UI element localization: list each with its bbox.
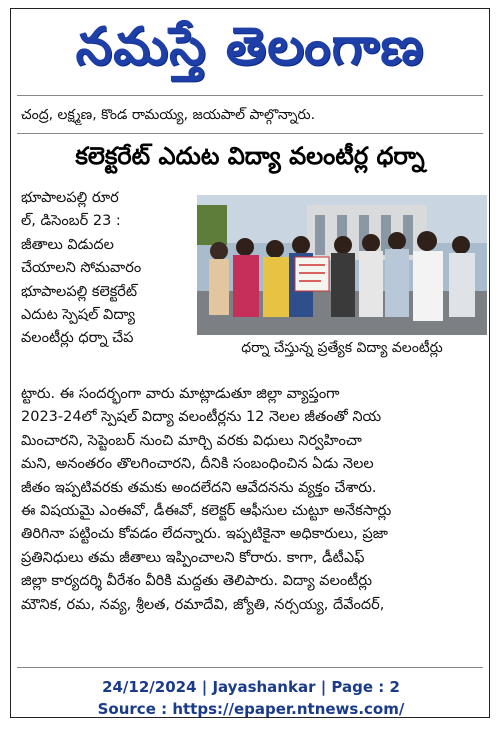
lead-line: చేయాలని సోమవారం: [21, 260, 142, 277]
body-line: మని, అనంతరం తొలగించారని, దీనికి సంబంధించిన ఏడు నెలల: [21, 456, 374, 473]
body-line: ఈ విషయమై ఎంఈవో, డీఈవో, కలెక్టర్ ఆఫీసుల చుట్టూ అనేకసార్లు: [21, 503, 392, 520]
body-line: జీతం ఇప్పటివరకు తమకు అందలేదని ఆవేదనను వ్యక్తం చేశారు.: [21, 479, 377, 496]
newspaper-masthead: నమస్తే తెలంగాణ: [75, 17, 425, 77]
article-lead-column: [21, 187, 189, 351]
lead-line: ల్, డిసెంబర్ 23 :: [21, 213, 121, 230]
body-line: తిరిగినా పట్టించు కోవడం లేదన్నారు. ఇప్పటికైనా అధికారులు, ప్రజా: [21, 526, 388, 543]
lead-line: ఎదుట స్పెషల్ విద్యా: [21, 307, 136, 324]
lead-line: జీతాలు విడుదల: [21, 236, 114, 253]
previous-article-line: చంద్ర, లక్ష్మణ, కొండ రామయ్య, జయపాల్ పాల్గొన్నారు.: [21, 107, 316, 123]
footer-date-page: 24/12/2024 | Jayashankar | Page : 2: [102, 678, 400, 696]
lead-line: భూపాలపల్లి కలెక్టరేట్: [21, 283, 138, 300]
body-line: మించారని, సెప్టెంబర్ నుంచి మార్చి వరకు విధులు నిర్వహించా: [21, 432, 362, 449]
article-headline: కలెక్టరేట్ ఎదుట విద్యా వలంటీర్ల ధర్నా: [75, 142, 425, 170]
footer-source-link[interactable]: Source : https://epaper.ntnews.com/: [97, 700, 405, 718]
body-line: జిల్లా కార్యదర్శి వీరేశం వీరికి మద్దతు తెలిపారు. విద్యా వలంటీర్లు: [21, 573, 373, 590]
body-line: 2023-24లో స్పెషల్ విద్యా వలంటీర్లను 12 నెలల జీతంతో నియ: [21, 409, 382, 426]
body-line: ట్టారు. ఈ సందర్భంగా వారు మాట్లాడుతూ జిల్లా వ్యాప్తంగా: [21, 386, 340, 402]
protest-photo-illustration: [197, 195, 487, 335]
lead-line: భూపాలపల్లి రూర: [21, 190, 119, 206]
body-line: మౌనిక, రమ, నవ్య, శ్రీలత, రమాదేవి, జ్యోతి, నర్సయ్య, దేవేందర్,: [21, 596, 385, 613]
clipping-bottom-rule: [17, 667, 483, 668]
clipping-frame: [10, 8, 490, 718]
article-divider: [17, 133, 483, 134]
body-line: ప్రతినిధులు తమ జీతాలు ఇప్పించాలని కోరారు. కాగా, డీటీఎఫ్: [21, 549, 365, 566]
article-body: [21, 383, 483, 617]
masthead-divider: [17, 95, 483, 96]
lead-line: వలంటీర్లు ధర్నా చేప: [21, 330, 134, 347]
source-footer: [0, 676, 502, 720]
protest-photo: [197, 195, 487, 335]
photo-caption: ధర్నా చేస్తున్న ప్రత్యేక విద్యా వలంటీర్లు: [241, 340, 443, 356]
